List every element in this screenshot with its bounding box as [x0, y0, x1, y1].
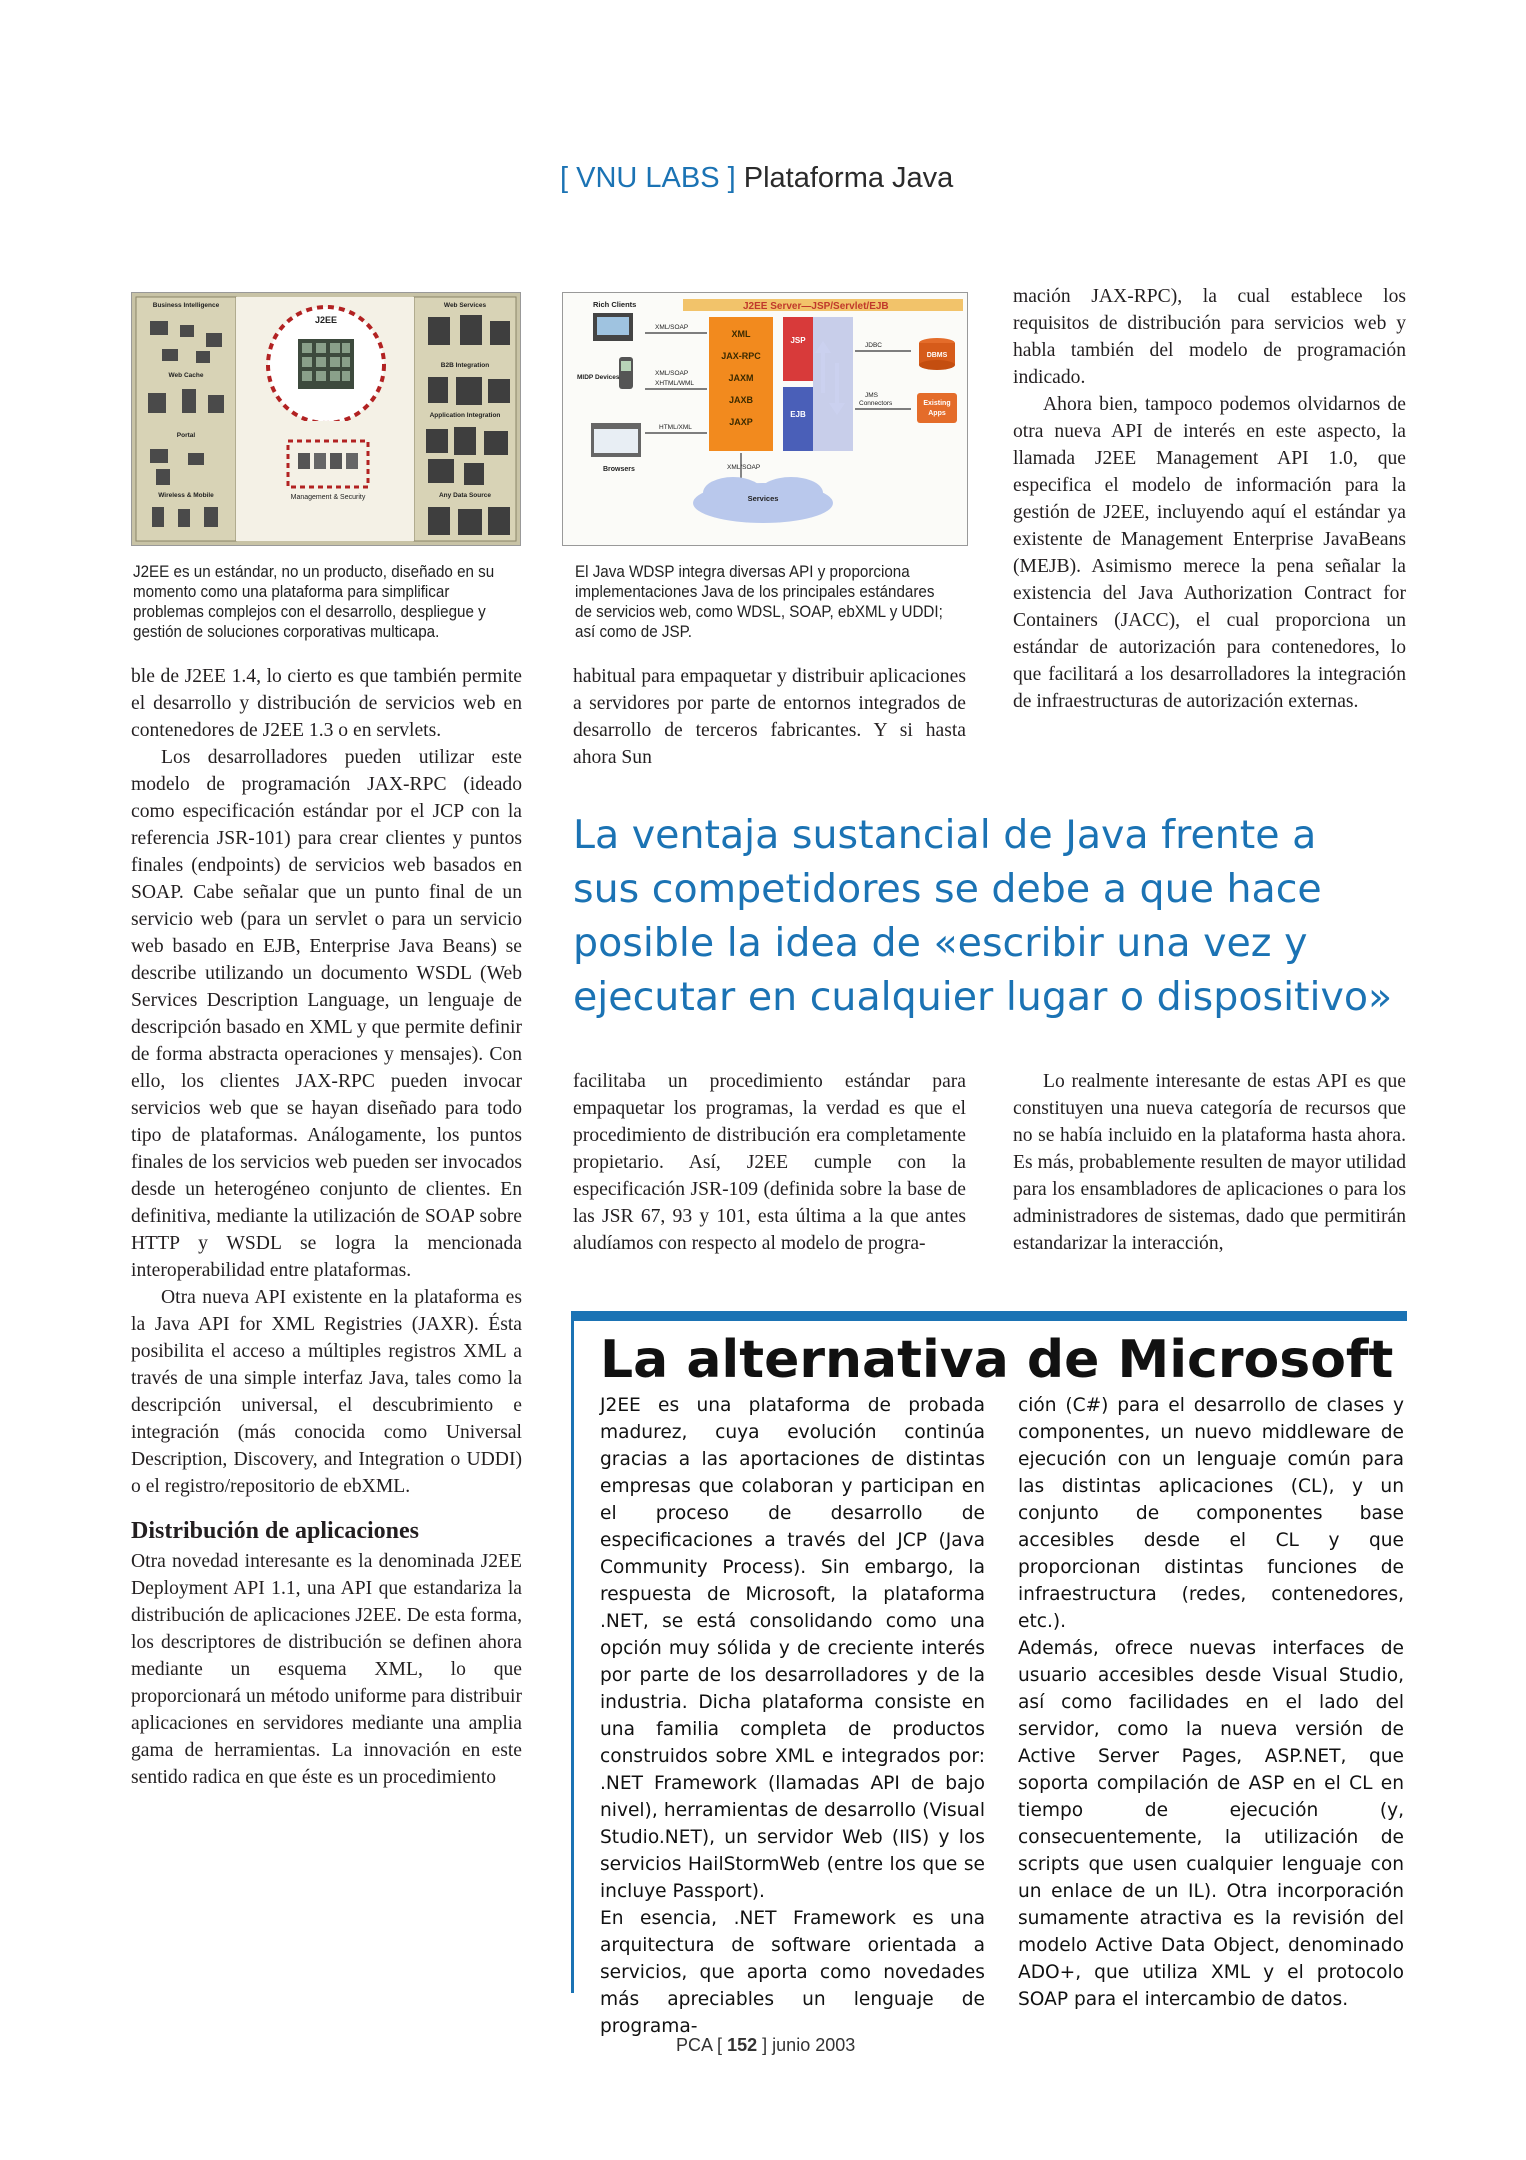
header-section: VNU LABS — [576, 162, 720, 194]
fig2-xhtml: XHTML/WML — [655, 380, 694, 387]
phone-icon — [619, 357, 633, 389]
sidebar-left-rule — [571, 1321, 574, 1993]
browser-icon — [591, 423, 641, 457]
fig2-xmlsoap-bottom: XML/SOAP — [727, 464, 761, 471]
fig2-ejb: EJB — [790, 410, 806, 419]
column-3-mid — [1013, 1068, 1406, 1257]
fig2-dbms: DBMS — [926, 352, 948, 359]
col3-paragraph-1: mación JAX-RPC), la cual establece los requisitos de distribución para servicios web y habla también del modelo de programación indicado. — [1013, 286, 1406, 388]
column-1 — [131, 663, 522, 1791]
fig2-jaxb: JAXB — [728, 395, 754, 405]
fig2-htmlxml: HTML/XML — [659, 424, 692, 431]
fig2-xml: XML — [731, 329, 751, 339]
col3-mid-paragraph: Lo realmente interesante de estas API es que constituyen una nueva categoría de recursos que no se había incluido en la plataforma hasta ahora. Es más, probablemente resulten de mayor utilidad para los ensambladores de aplicaciones o para los administradores de sistemas, dado que permitirán estandarizar la interacción, — [1013, 1071, 1406, 1254]
fig2-xmlsoap-2: XML/SOAP — [655, 370, 689, 377]
wdsp-diagram-svg — [563, 293, 967, 545]
section-heading-distribucion: Distribución de aplicaciones — [131, 1518, 420, 1544]
sidebar-top-bar — [571, 1311, 1407, 1321]
figure-j2ee-diagram — [131, 292, 521, 546]
rich-client-icon — [593, 313, 633, 341]
fig1-appint: Application Integration — [429, 412, 501, 419]
fig2-services: Services — [747, 494, 779, 503]
fig1-portal: Portal — [176, 432, 196, 439]
sidebar-column-left — [600, 1392, 985, 2040]
header-bracket-open: [ — [560, 162, 569, 194]
figure-wdsp-diagram — [562, 292, 968, 546]
column-2-top — [573, 663, 966, 771]
fig2-connectors: Connectors — [859, 400, 893, 407]
col3-paragraph-2: Ahora bien, tampoco podemos olvidarnos de otra nueva API de interés en este aspecto, la llamada J2EE Management API 1.0, que especifica el modelo de información para la gestión de J2EE, incluyendo aquí el estándar ya existente de Management Enterprise JavaBeans (MEJB). Asimismo merece la pena señalar la existencia del Java Authorization Contract for Containers (JACC), el cual proporciona un estándar de autorización para contenedores, lo que facilitará a los desarrolladores la integración de infraestructuras de autorización externas. — [1013, 394, 1406, 712]
server-cube-icon — [298, 339, 354, 389]
fig1-anydata: Any Data Source — [438, 492, 492, 499]
figure1-caption: J2EE es un estándar, no un producto, diseñado en su momento como una plataforma para simplificar problemas complejos con el desarrollo, despliegue y gestión de soluciones corporativas multicapa. — [133, 563, 495, 641]
header-title: Plataforma Java — [743, 162, 954, 194]
pull-quote: La ventaja sustancial de Java frente a sus competidores se debe a que hace posible la idea de «escribir una vez y ejecutar en cualquier lugar o dispositivo» — [573, 812, 1393, 1020]
col2-mid-paragraph: facilitaba un procedimiento estándar para empaquetar los programas, la verdad es que el procedimiento de distribución era completamente propietario. Así, J2EE cumple con la especificación JSR-109 (definida sobre la base de las JSR 67, 93 y 101, esta última a la que antes aludíamos con respecto al modelo de progra- — [573, 1071, 966, 1254]
footer-page-number: 152 — [727, 2035, 758, 2055]
fig2-jaxrpc: JAX-RPC — [721, 351, 761, 361]
sidebar-column-right — [1018, 1392, 1404, 2013]
sidebar-title: La alternativa de Microsoft — [600, 1330, 1394, 1390]
fig2-title: J2EE Server—JSP/Servlet/EJB — [743, 301, 889, 312]
fig1-wireless: Wireless & Mobile — [158, 492, 214, 499]
sidebar-right-paragraph-1: ción (C#) para el desarrollo de clases y componentes, un nuevo middleware de ejecución con un lenguaje común para las distintas aplicaciones (CL), y un conjunto de componentes base accesibles desde el CL y que proporcionan distintas funciones de infraestructura (redes, contenedores, etc.). — [1018, 1395, 1404, 1632]
header-bracket-close: ] — [727, 162, 736, 194]
fig1-bi: Business Intelligence — [152, 302, 220, 309]
col2-top-paragraph: habitual para empaquetar y distribuir aplicaciones a servidores por parte de entornos integrados de desarrollo de terceros fabricantes. Y si hasta ahora Sun — [573, 666, 966, 768]
fig1-b2b: B2B Integration — [440, 362, 490, 369]
fig2-xmlsoap: XML/SOAP — [655, 324, 689, 331]
fig2-jaxm: JAXM — [728, 373, 754, 383]
fig2-apps: Apps — [928, 410, 946, 417]
fig2-jms: JMS — [865, 392, 878, 399]
figure2-caption: El Java WDSP integra diversas API y proporciona implementaciones Java de los principales estándares de servicios web, como WDSL, SOAP, ebXML y UDDI; así como de JSP. — [575, 563, 943, 641]
footer-bracket-close: ] — [762, 2035, 768, 2055]
fig1-ws: Web Services — [443, 302, 487, 309]
fig2-jdbc: JDBC — [865, 342, 882, 349]
fig1-management: Management & Security — [290, 494, 366, 501]
fig2-midp: MIDP Devices — [577, 374, 620, 381]
sidebar-right-paragraph-2: Además, ofrece nuevas interfaces de usuario accesibles desde Visual Studio, así como facilidades en el lado del servidor, como la nueva versión de Active Server Pages, ASP.NET, que soporta compilación de ASP en el CL en tiempo de ejecución (y, consecuentemente, la utilización de scripts que usen cualquier lenguaje con un enlace de un IL). Otra incorporación sumamente atractiva es la revisión del modelo Active Data Object, denominado ADO+, que utiliza XML y el protocolo SOAP para el intercambio de datos. — [1018, 1638, 1404, 2010]
col1-paragraph-2: Los desarrolladores pueden utilizar este modelo de programación JAX-RPC (ideado como especificación estándar por el JCP con la referencia JSR-101) para crear clientes y puntos finales (endpoints) de servicios web basados en SOAP. Cabe señalar que un punto final de un servicio web (para un servlet o para un servicio web basado en EJB, Enterprise Java Beans) se describe utilizando un documento WSDL (Web Services Description Language, un lenguaje de descripción basado en XML y que permite definir de forma abstracta operaciones y mensajes). Con ello, los clientes JAX-RPC pueden invocar servicios web que se hayan diseñado para todo tipo de plataformas. Análogamente, los puntos finales de los servicios web pueden ser invocados desde un heterogéneo conjunto de clientes. En definitiva, mediante la utilización de SOAP sobre HTTP y WSDL se logra la mencionada interoperabilidad entre plataformas. — [131, 747, 522, 1281]
footer-bracket-open: [ — [717, 2035, 723, 2055]
sidebar-left-paragraph-1: J2EE es una plataforma de probada madurez, cuya evolución continúa gracias a las aportaciones de distintas empresas que colaboran y participan en el proceso de desarrollo de especificaciones a través del JCP (Java Community Process). Sin embargo, la respuesta de Microsoft, la plataforma .NET, se está consolidando como una opción muy sólida y de creciente interés por parte de los desarrolladores y de la industria. Dicha plataforma consiste en una familia completa de productos construidos sobre XML e integrados por: .NET Framework (llamadas API de bajo nivel), herramientas de desarrollo (Visual Studio.NET), un servidor Web (IIS) y los servicios HailStormWeb (entre los que se incluye Passport). — [600, 1395, 985, 1902]
fig2-existing: Existing — [923, 400, 951, 407]
col1-paragraph-4: Otra novedad interesante es la denominada J2EE Deployment API 1.1, una API que estandariza la distribución de aplicaciones J2EE. De esta forma, los descriptores de distribución se definen ahora mediante un esquema XML, lo que proporcionará un método uniforme para distribuir aplicaciones en servidores mediante una amplia gama de herramientas. La innovación en este sentido radica en que éste es un procedimiento — [131, 1551, 522, 1788]
col1-paragraph-3: Otra nueva API existente en la plataforma es la Java API for XML Registries (JAXR). Ésta posibilita el acceso a múltiples registros XML a través de una simple interfaz Java, tales como la descripción universal, el descubrimiento e integración (más conocida como Universal Description, Discovery, and Integration o UDDI) o el registro/repositorio de ebXML. — [131, 1287, 522, 1497]
fig1-webcache: Web Cache — [168, 372, 204, 379]
fig2-rich-clients: Rich Clients — [593, 300, 637, 309]
running-header — [560, 162, 953, 195]
column-3-top — [1013, 283, 1406, 715]
fig1-j2ee: J2EE — [314, 315, 338, 325]
column-2-mid — [573, 1068, 966, 1257]
col1-paragraph-1: ble de J2EE 1.4, lo cierto es que también permite el desarrollo y distribución de servicios web en contenedores de J2EE 1.3 o en servlets. — [131, 666, 522, 741]
page-footer — [676, 2035, 855, 2056]
sidebar-left-paragraph-2: En esencia, .NET Framework es una arquitectura de software orientada a servicios, que aporta como novedades más apreciables un lenguaje de programa- — [600, 1908, 985, 2037]
fig2-jaxp: JAXP — [729, 417, 753, 427]
j2ee-diagram-svg — [132, 293, 520, 545]
fig2-browsers: Browsers — [603, 466, 635, 473]
footer-date: junio 2003 — [772, 2035, 856, 2055]
fig2-jsp: JSP — [790, 336, 806, 345]
footer-pub: PCA — [676, 2035, 713, 2055]
